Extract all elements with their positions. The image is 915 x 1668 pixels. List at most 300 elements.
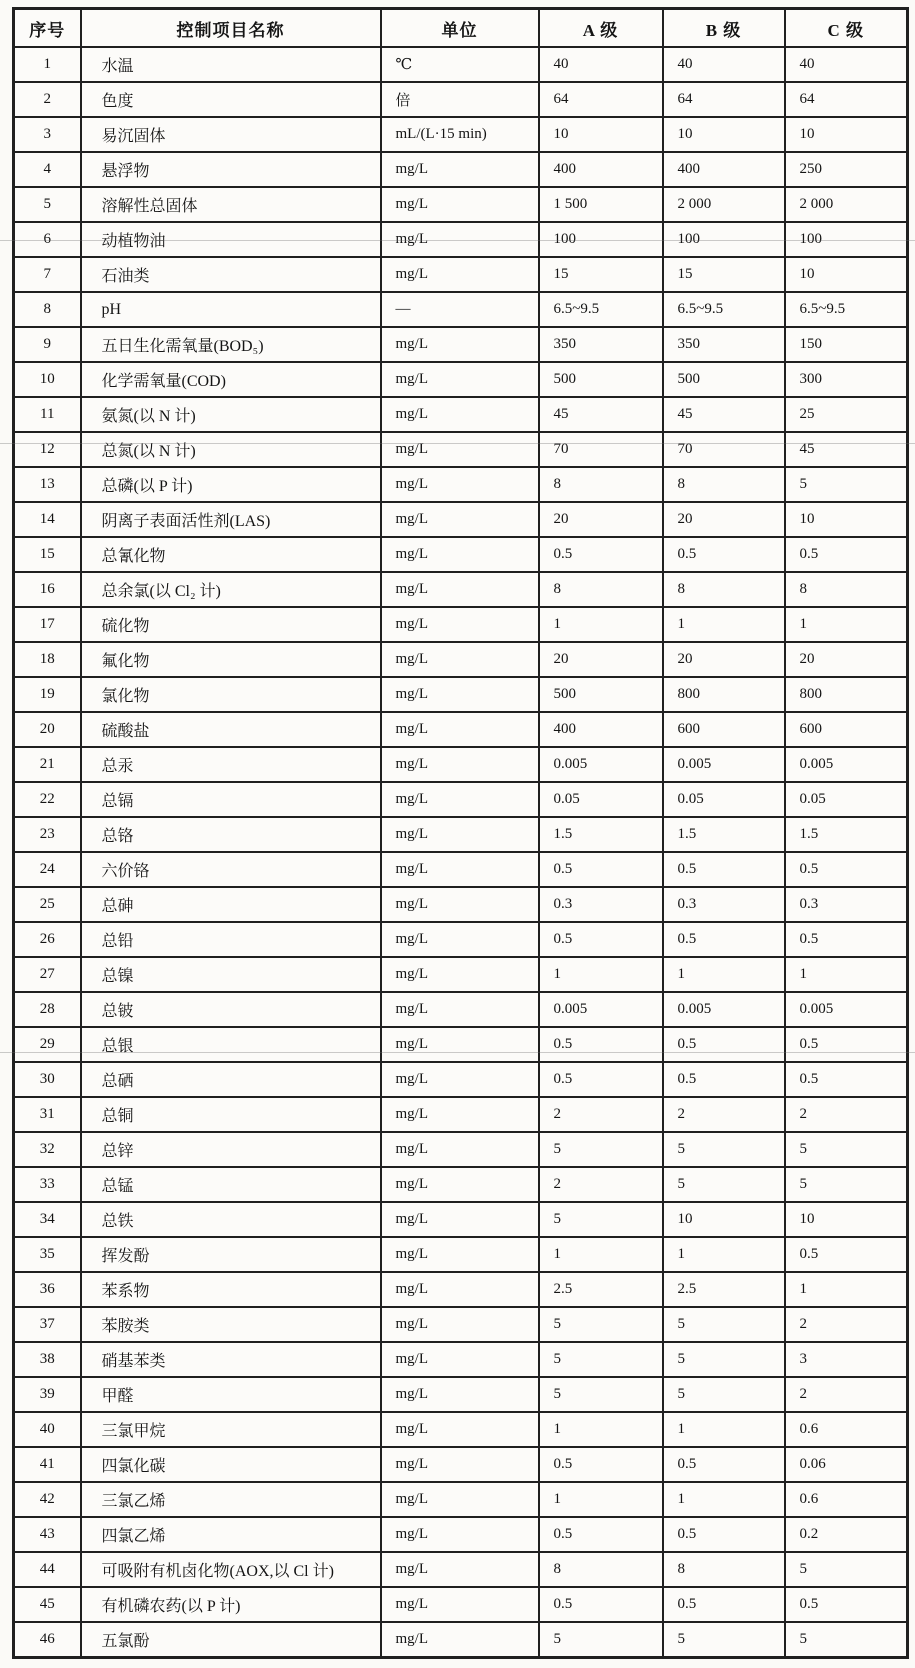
- grade-a-cell: 6.5~9.5: [539, 292, 663, 327]
- table-row: [14, 397, 908, 432]
- grade-b-cell: 0.5: [663, 537, 785, 572]
- grade-b-cell: 0.005: [663, 992, 785, 1027]
- item-name-cell: 苯胺类: [81, 1307, 381, 1342]
- grade-a-cell: 0.5: [539, 537, 663, 572]
- table-row: [14, 82, 908, 117]
- row-index-cell: 41: [14, 1447, 81, 1482]
- item-name-cell: 水温: [81, 47, 381, 82]
- unit-cell: mg/L: [381, 1412, 539, 1447]
- unit-cell: mg/L: [381, 747, 539, 782]
- grade-a-cell: 5: [539, 1307, 663, 1342]
- grade-a-cell: 10: [539, 117, 663, 152]
- grade-a-cell: 5: [539, 1342, 663, 1377]
- grade-a-cell: 0.5: [539, 1027, 663, 1062]
- grade-c-cell: 5: [785, 1552, 908, 1587]
- table-row: [14, 502, 908, 537]
- grade-a-cell: 2.5: [539, 1272, 663, 1307]
- row-index-cell: 44: [14, 1552, 81, 1587]
- row-index-cell: 23: [14, 817, 81, 852]
- grade-c-cell: 2: [785, 1307, 908, 1342]
- grade-b-cell: 5: [663, 1167, 785, 1202]
- table-row: [14, 1307, 908, 1342]
- grade-a-cell: 2: [539, 1097, 663, 1132]
- unit-cell: mg/L: [381, 257, 539, 292]
- grade-a-cell: 40: [539, 47, 663, 82]
- table-row: [14, 607, 908, 642]
- grade-c-cell: 0.5: [785, 1587, 908, 1622]
- table-row: [14, 1167, 908, 1202]
- item-name-cell: 甲醛: [81, 1377, 381, 1412]
- grade-b-cell: 1.5: [663, 817, 785, 852]
- row-index-cell: 35: [14, 1237, 81, 1272]
- grade-b-cell: 5: [663, 1307, 785, 1342]
- row-index-cell: 34: [14, 1202, 81, 1237]
- grade-a-cell: 0.5: [539, 1062, 663, 1097]
- row-index-cell: 10: [14, 362, 81, 397]
- grade-c-cell: 0.6: [785, 1412, 908, 1447]
- grade-b-cell: 400: [663, 152, 785, 187]
- grade-b-cell: 0.5: [663, 1027, 785, 1062]
- grade-a-cell: 5: [539, 1132, 663, 1167]
- row-index-cell: 28: [14, 992, 81, 1027]
- unit-cell: mg/L: [381, 922, 539, 957]
- grade-b-cell: 8: [663, 467, 785, 502]
- item-name-cell: 总镍: [81, 957, 381, 992]
- grade-a-cell: 100: [539, 222, 663, 257]
- grade-c-cell: 100: [785, 222, 908, 257]
- grade-c-cell: 0.005: [785, 747, 908, 782]
- item-name-cell: 氯化物: [81, 677, 381, 712]
- item-name-cell: 总镉: [81, 782, 381, 817]
- unit-cell: 倍: [381, 82, 539, 117]
- grade-b-cell: 40: [663, 47, 785, 82]
- row-index-cell: 3: [14, 117, 81, 152]
- table-row: [14, 1622, 908, 1658]
- item-name-cell: 四氯乙烯: [81, 1517, 381, 1552]
- header-unit: 单位: [381, 9, 539, 48]
- item-name-cell: 苯系物: [81, 1272, 381, 1307]
- grade-b-cell: 0.05: [663, 782, 785, 817]
- item-name-cell: 挥发酚: [81, 1237, 381, 1272]
- grade-c-cell: 45: [785, 432, 908, 467]
- unit-cell: mg/L: [381, 677, 539, 712]
- table-row: [14, 47, 908, 82]
- grade-b-cell: 1: [663, 957, 785, 992]
- grade-b-cell: 800: [663, 677, 785, 712]
- grade-b-cell: 1: [663, 1482, 785, 1517]
- grade-c-cell: 0.6: [785, 1482, 908, 1517]
- grade-b-cell: 5: [663, 1622, 785, 1658]
- grade-a-cell: 5: [539, 1622, 663, 1658]
- grade-c-cell: 5: [785, 467, 908, 502]
- row-index-cell: 33: [14, 1167, 81, 1202]
- row-index-cell: 27: [14, 957, 81, 992]
- item-name-cell: 总硒: [81, 1062, 381, 1097]
- table-row: [14, 1377, 908, 1412]
- item-name-cell: 阴离子表面活性剂(LAS): [81, 502, 381, 537]
- table-row: [14, 1027, 908, 1062]
- table-row: [14, 852, 908, 887]
- row-index-cell: 46: [14, 1622, 81, 1658]
- table-row: [14, 1272, 908, 1307]
- grade-b-cell: 1: [663, 607, 785, 642]
- item-name-cell: 总锌: [81, 1132, 381, 1167]
- grade-a-cell: 45: [539, 397, 663, 432]
- grade-c-cell: 150: [785, 327, 908, 362]
- row-index-cell: 6: [14, 222, 81, 257]
- table-row: [14, 1412, 908, 1447]
- grade-c-cell: 3: [785, 1342, 908, 1377]
- grade-b-cell: 5: [663, 1377, 785, 1412]
- grade-c-cell: 8: [785, 572, 908, 607]
- table-row: [14, 257, 908, 292]
- item-name-cell: 氟化物: [81, 642, 381, 677]
- grade-a-cell: 1.5: [539, 817, 663, 852]
- item-name-cell: 总铅: [81, 922, 381, 957]
- grade-c-cell: 5: [785, 1167, 908, 1202]
- item-name-cell: 易沉固体: [81, 117, 381, 152]
- grade-a-cell: 15: [539, 257, 663, 292]
- grade-b-cell: 20: [663, 502, 785, 537]
- grade-b-cell: 64: [663, 82, 785, 117]
- unit-cell: mg/L: [381, 1587, 539, 1622]
- table-row: [14, 222, 908, 257]
- grade-a-cell: 500: [539, 362, 663, 397]
- header-grade-a: A 级: [539, 9, 663, 48]
- grade-a-cell: 1: [539, 1482, 663, 1517]
- row-index-cell: 11: [14, 397, 81, 432]
- grade-c-cell: 0.5: [785, 922, 908, 957]
- unit-cell: mg/L: [381, 432, 539, 467]
- grade-b-cell: 20: [663, 642, 785, 677]
- grade-b-cell: 0.5: [663, 1447, 785, 1482]
- grade-a-cell: 1: [539, 607, 663, 642]
- unit-cell: mg/L: [381, 152, 539, 187]
- unit-cell: mg/L: [381, 397, 539, 432]
- grade-c-cell: 2: [785, 1097, 908, 1132]
- header-row: [14, 9, 908, 48]
- grade-a-cell: 500: [539, 677, 663, 712]
- row-index-cell: 9: [14, 327, 81, 362]
- row-index-cell: 39: [14, 1377, 81, 1412]
- grade-b-cell: 0.005: [663, 747, 785, 782]
- grade-a-cell: 0.5: [539, 852, 663, 887]
- header-grade-b: B 级: [663, 9, 785, 48]
- unit-cell: mg/L: [381, 957, 539, 992]
- row-index-cell: 14: [14, 502, 81, 537]
- unit-cell: mg/L: [381, 1027, 539, 1062]
- grade-c-cell: 5: [785, 1132, 908, 1167]
- row-index-cell: 7: [14, 257, 81, 292]
- item-name-cell: 氨氮(以 N 计): [81, 397, 381, 432]
- table-row: [14, 922, 908, 957]
- grade-c-cell: 0.5: [785, 537, 908, 572]
- table-row: [14, 957, 908, 992]
- table-row: [14, 537, 908, 572]
- grade-c-cell: 6.5~9.5: [785, 292, 908, 327]
- grade-c-cell: 20: [785, 642, 908, 677]
- grade-a-cell: 8: [539, 1552, 663, 1587]
- table-row: [14, 747, 908, 782]
- table-row: [14, 782, 908, 817]
- item-name-cell: pH: [81, 292, 381, 327]
- unit-cell: mg/L: [381, 1202, 539, 1237]
- item-name-cell: 硫化物: [81, 607, 381, 642]
- row-index-cell: 1: [14, 47, 81, 82]
- grade-c-cell: 64: [785, 82, 908, 117]
- row-index-cell: 21: [14, 747, 81, 782]
- grade-a-cell: 1: [539, 957, 663, 992]
- grade-a-cell: 0.5: [539, 922, 663, 957]
- grade-a-cell: 0.005: [539, 992, 663, 1027]
- row-index-cell: 32: [14, 1132, 81, 1167]
- item-name-cell: 总汞: [81, 747, 381, 782]
- grade-b-cell: 1: [663, 1412, 785, 1447]
- unit-cell: mg/L: [381, 1552, 539, 1587]
- unit-cell: mg/L: [381, 1237, 539, 1272]
- grade-b-cell: 8: [663, 1552, 785, 1587]
- grade-b-cell: 2 000: [663, 187, 785, 222]
- row-index-cell: 8: [14, 292, 81, 327]
- grade-a-cell: 20: [539, 642, 663, 677]
- table-row: [14, 992, 908, 1027]
- table-body: [14, 47, 908, 1658]
- grade-c-cell: 0.2: [785, 1517, 908, 1552]
- row-index-cell: 13: [14, 467, 81, 502]
- grade-c-cell: 0.5: [785, 1027, 908, 1062]
- header-grade-c: C 级: [785, 9, 908, 48]
- table-row: [14, 1587, 908, 1622]
- grade-c-cell: 0.5: [785, 1237, 908, 1272]
- grade-c-cell: 0.3: [785, 887, 908, 922]
- unit-cell: —: [381, 292, 539, 327]
- unit-cell: mg/L: [381, 1377, 539, 1412]
- grade-a-cell: 5: [539, 1377, 663, 1412]
- grade-b-cell: 0.3: [663, 887, 785, 922]
- table-row: [14, 1552, 908, 1587]
- grade-a-cell: 350: [539, 327, 663, 362]
- row-index-cell: 20: [14, 712, 81, 747]
- unit-cell: mg/L: [381, 1097, 539, 1132]
- table-row: [14, 712, 908, 747]
- unit-cell: mg/L: [381, 992, 539, 1027]
- unit-cell: mg/L: [381, 1342, 539, 1377]
- row-index-cell: 38: [14, 1342, 81, 1377]
- grade-c-cell: 0.06: [785, 1447, 908, 1482]
- grade-c-cell: 10: [785, 117, 908, 152]
- unit-cell: mg/L: [381, 1447, 539, 1482]
- unit-cell: mg/L: [381, 1132, 539, 1167]
- grade-b-cell: 0.5: [663, 1587, 785, 1622]
- grade-a-cell: 0.5: [539, 1587, 663, 1622]
- grade-c-cell: 250: [785, 152, 908, 187]
- grade-b-cell: 45: [663, 397, 785, 432]
- grade-a-cell: 5: [539, 1202, 663, 1237]
- item-name-cell: 四氯化碳: [81, 1447, 381, 1482]
- row-index-cell: 4: [14, 152, 81, 187]
- row-index-cell: 16: [14, 572, 81, 607]
- table-row: [14, 1132, 908, 1167]
- grade-a-cell: 1: [539, 1237, 663, 1272]
- grade-a-cell: 1: [539, 1412, 663, 1447]
- item-name-cell: 总锰: [81, 1167, 381, 1202]
- item-name-cell: 总铍: [81, 992, 381, 1027]
- grade-a-cell: 400: [539, 712, 663, 747]
- table-row: [14, 817, 908, 852]
- grade-a-cell: 70: [539, 432, 663, 467]
- item-name-cell: 可吸附有机卤化物(AOX,以 Cl 计): [81, 1552, 381, 1587]
- table-header: [14, 9, 908, 48]
- grade-c-cell: 0.05: [785, 782, 908, 817]
- item-name-cell: 悬浮物: [81, 152, 381, 187]
- unit-cell: mg/L: [381, 887, 539, 922]
- grade-a-cell: 0.5: [539, 1447, 663, 1482]
- unit-cell: ℃: [381, 47, 539, 82]
- unit-cell: mg/L: [381, 1622, 539, 1658]
- item-name-cell: 总磷(以 P 计): [81, 467, 381, 502]
- unit-cell: mg/L: [381, 1517, 539, 1552]
- table-row: [14, 362, 908, 397]
- grade-c-cell: 40: [785, 47, 908, 82]
- row-index-cell: 5: [14, 187, 81, 222]
- grade-b-cell: 8: [663, 572, 785, 607]
- table-row: [14, 467, 908, 502]
- grade-c-cell: 10: [785, 257, 908, 292]
- grade-a-cell: 0.005: [539, 747, 663, 782]
- grade-a-cell: 0.05: [539, 782, 663, 817]
- unit-cell: mg/L: [381, 607, 539, 642]
- row-index-cell: 43: [14, 1517, 81, 1552]
- grade-b-cell: 0.5: [663, 1062, 785, 1097]
- unit-cell: mg/L: [381, 537, 539, 572]
- table-row: [14, 1202, 908, 1237]
- unit-cell: mg/L: [381, 712, 539, 747]
- item-name-cell: 总铜: [81, 1097, 381, 1132]
- row-index-cell: 18: [14, 642, 81, 677]
- grade-c-cell: 1.5: [785, 817, 908, 852]
- grade-c-cell: 5: [785, 1622, 908, 1658]
- item-name-cell: 硝基苯类: [81, 1342, 381, 1377]
- unit-cell: mg/L: [381, 817, 539, 852]
- item-name-cell: 三氯甲烷: [81, 1412, 381, 1447]
- grade-a-cell: 0.5: [539, 1517, 663, 1552]
- unit-cell: mg/L: [381, 327, 539, 362]
- unit-cell: mg/L: [381, 1272, 539, 1307]
- grade-a-cell: 0.3: [539, 887, 663, 922]
- grade-a-cell: 8: [539, 467, 663, 502]
- grade-b-cell: 70: [663, 432, 785, 467]
- grade-c-cell: 0.005: [785, 992, 908, 1027]
- grade-b-cell: 10: [663, 1202, 785, 1237]
- row-index-cell: 26: [14, 922, 81, 957]
- item-name-cell: 总氰化物: [81, 537, 381, 572]
- grade-b-cell: 100: [663, 222, 785, 257]
- row-index-cell: 30: [14, 1062, 81, 1097]
- grade-b-cell: 5: [663, 1342, 785, 1377]
- table-row: [14, 642, 908, 677]
- item-name-cell: 石油类: [81, 257, 381, 292]
- grade-a-cell: 2: [539, 1167, 663, 1202]
- item-name-cell: 硫酸盐: [81, 712, 381, 747]
- grade-c-cell: 600: [785, 712, 908, 747]
- grade-c-cell: 300: [785, 362, 908, 397]
- item-name-cell: 化学需氧量(COD): [81, 362, 381, 397]
- row-index-cell: 29: [14, 1027, 81, 1062]
- grade-b-cell: 0.5: [663, 922, 785, 957]
- unit-cell: mg/L: [381, 222, 539, 257]
- table-row: [14, 1062, 908, 1097]
- header-index: 序号: [14, 9, 81, 48]
- row-index-cell: 37: [14, 1307, 81, 1342]
- item-name-cell: 总氮(以 N 计): [81, 432, 381, 467]
- grade-b-cell: 6.5~9.5: [663, 292, 785, 327]
- grade-c-cell: 1: [785, 607, 908, 642]
- header-item: 控制项目名称: [81, 9, 381, 48]
- table-row: [14, 677, 908, 712]
- grade-a-cell: 20: [539, 502, 663, 537]
- grade-b-cell: 1: [663, 1237, 785, 1272]
- item-name-cell: 六价铬: [81, 852, 381, 887]
- item-name-cell: 五日生化需氧量(BOD₅): [81, 327, 381, 362]
- grade-b-cell: 2: [663, 1097, 785, 1132]
- grade-c-cell: 0.5: [785, 852, 908, 887]
- unit-cell: mg/L: [381, 852, 539, 887]
- item-name-cell: 五氯酚: [81, 1622, 381, 1658]
- grade-a-cell: 400: [539, 152, 663, 187]
- item-name-cell: 色度: [81, 82, 381, 117]
- row-index-cell: 2: [14, 82, 81, 117]
- item-name-cell: 溶解性总固体: [81, 187, 381, 222]
- unit-cell: mg/L: [381, 467, 539, 502]
- grade-c-cell: 10: [785, 1202, 908, 1237]
- row-index-cell: 17: [14, 607, 81, 642]
- unit-cell: mg/L: [381, 572, 539, 607]
- table-row: [14, 292, 908, 327]
- grade-b-cell: 350: [663, 327, 785, 362]
- row-index-cell: 31: [14, 1097, 81, 1132]
- unit-cell: mg/L: [381, 642, 539, 677]
- table-row: [14, 572, 908, 607]
- grade-b-cell: 15: [663, 257, 785, 292]
- grade-a-cell: 64: [539, 82, 663, 117]
- grade-b-cell: 5: [663, 1132, 785, 1167]
- table-row: [14, 1342, 908, 1377]
- item-name-cell: 总铬: [81, 817, 381, 852]
- unit-cell: mg/L: [381, 362, 539, 397]
- grade-b-cell: 10: [663, 117, 785, 152]
- item-name-cell: 动植物油: [81, 222, 381, 257]
- item-name-cell: 有机磷农药(以 P 计): [81, 1587, 381, 1622]
- grade-c-cell: 25: [785, 397, 908, 432]
- row-index-cell: 40: [14, 1412, 81, 1447]
- unit-cell: mg/L: [381, 1167, 539, 1202]
- table-row: [14, 187, 908, 222]
- grade-c-cell: 0.5: [785, 1062, 908, 1097]
- unit-cell: mg/L: [381, 1307, 539, 1342]
- row-index-cell: 15: [14, 537, 81, 572]
- grade-b-cell: 500: [663, 362, 785, 397]
- table-row: [14, 1447, 908, 1482]
- table-row: [14, 887, 908, 922]
- table-row: [14, 432, 908, 467]
- grade-c-cell: 1: [785, 1272, 908, 1307]
- item-name-cell: 总余氯(以 Cl₂ 计): [81, 572, 381, 607]
- item-name-cell: 总铁: [81, 1202, 381, 1237]
- grade-c-cell: 2: [785, 1377, 908, 1412]
- unit-cell: mL/(L·15 min): [381, 117, 539, 152]
- row-index-cell: 45: [14, 1587, 81, 1622]
- table-row: [14, 1097, 908, 1132]
